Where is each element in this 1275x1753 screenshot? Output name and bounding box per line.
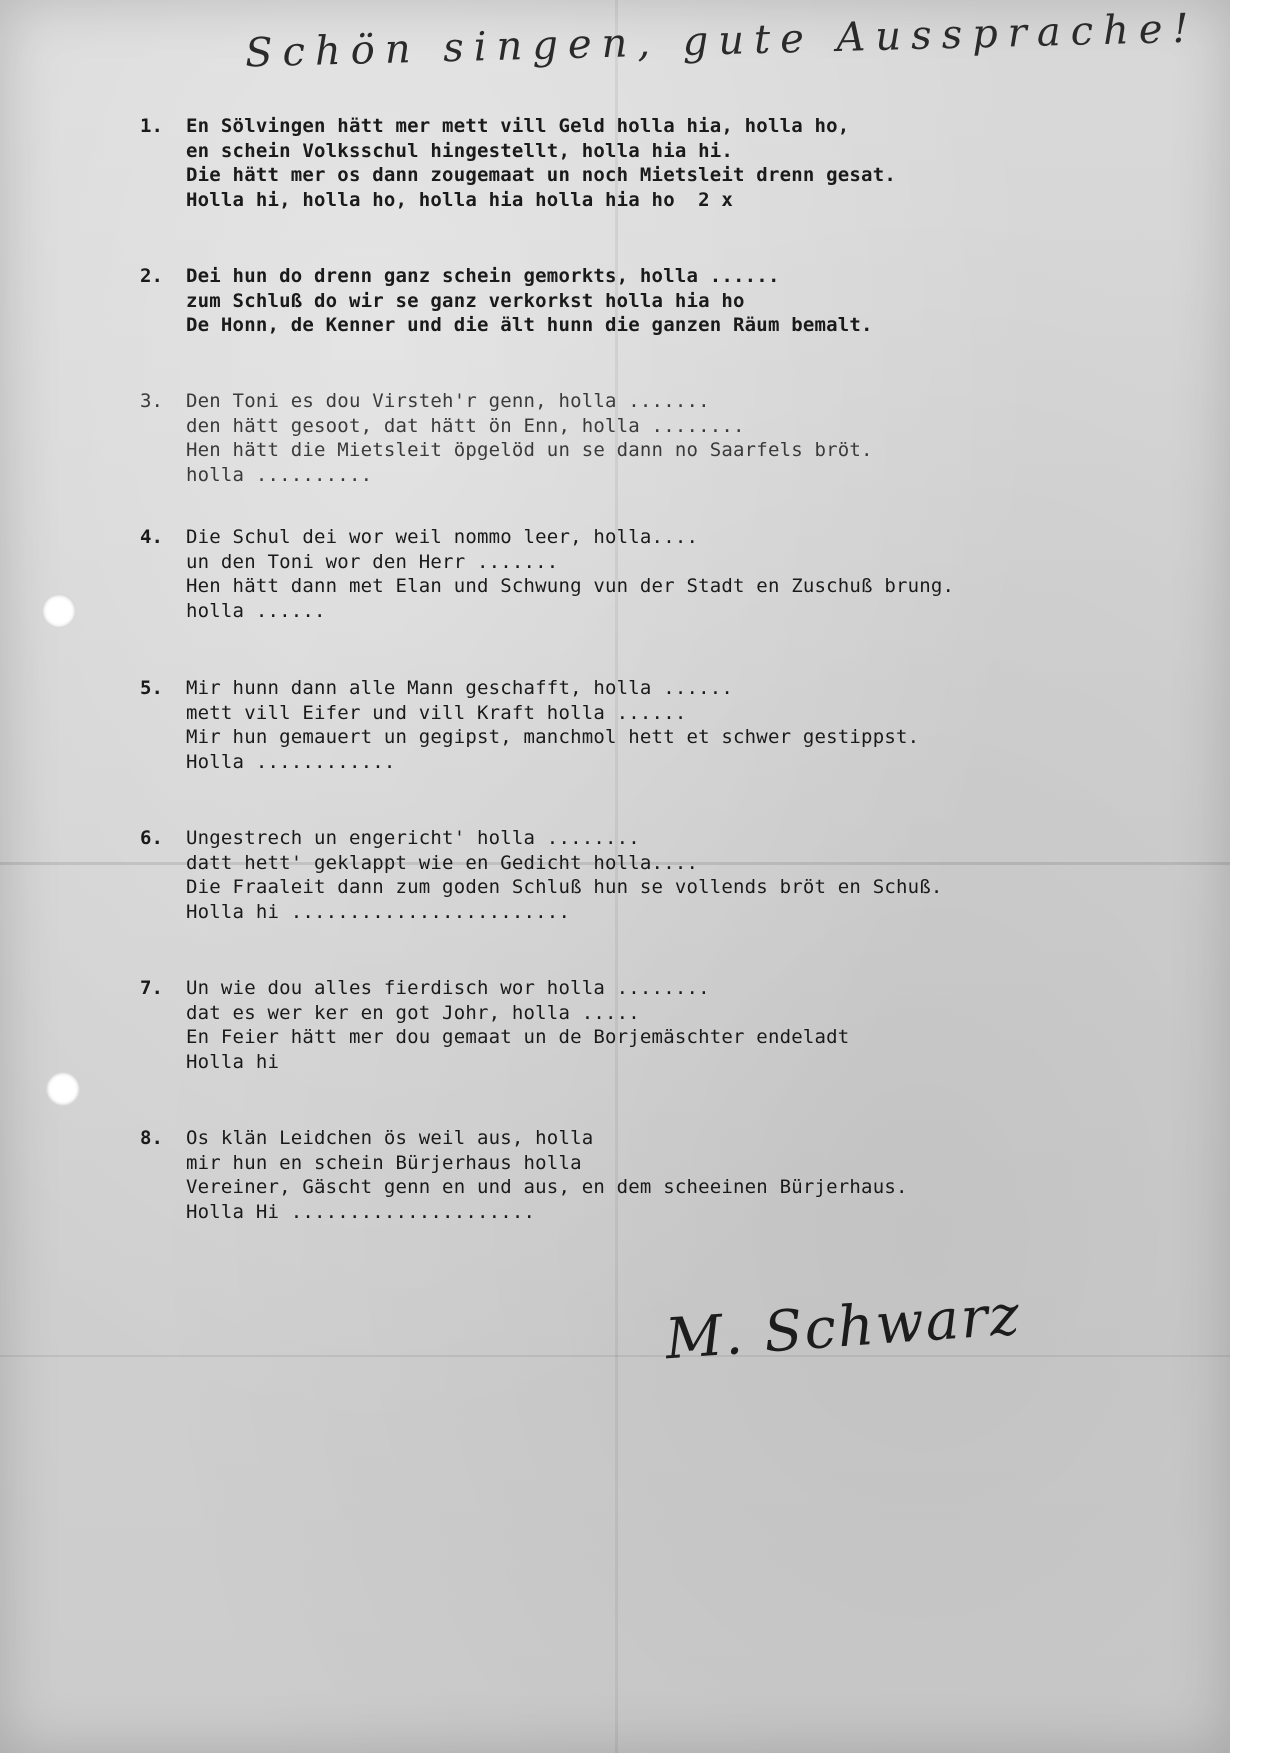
verse-6 [140,826,1220,976]
verse-line: Die Fraaleit dann zum goden Schluß hun se vollends bröt en Schuß. [186,876,943,898]
verse-line: holla .......... [186,463,373,486]
verse-line: Holla Hi ..................... [186,1200,536,1223]
verse-line: Mir hun gemauert un gegipst, manchmol hett et schwer gestippst. [186,726,920,748]
verse-number: 4. [140,526,163,548]
verse-number: 8. [140,1127,163,1149]
verse-number: 5. [140,677,163,699]
punch-hole-lower [46,1072,80,1106]
verse-7 [140,976,1220,1126]
verse-line: Ungestrech un engericht' holla ........ [186,827,640,849]
verse-2 [140,264,1220,389]
verse-line: Os klän Leidchen ös weil aus, holla [186,1127,594,1149]
verse-line: Holla hi, holla ho, holla hia holla hia ho 2 x [186,188,734,211]
verse-line: mett vill Eifer und vill Kraft holla ...... [186,701,687,724]
verse-3 [140,389,1220,525]
verse-line: De Honn, de Kenner und die ält hunn die ganzen Räum bemalt. [186,314,873,336]
verse-line: Holla ............ [186,750,396,773]
handwritten-heading: Schön singen, gute Aussprache! [244,5,1200,77]
verse-1 [140,114,1220,264]
verse-4 [140,525,1220,676]
verse-line: den hätt gesoot, dat hätt ön Enn, holla ........ [186,414,745,437]
handwritten-signature: M. Schwarz [663,1282,1024,1373]
verse-8 [140,1126,1220,1236]
verse-line: Vereiner, Gäscht genn en und aus, en dem scheeinen Bürjerhaus. [186,1176,908,1198]
verse-line: Mir hunn dann alle Mann geschafft, holla ...... [186,677,734,699]
verse-number: 6. [140,827,163,849]
verse-number: 7. [140,977,163,999]
verse-line: Holla hi [186,1050,280,1073]
verse-number: 1. [140,115,163,137]
verse-line: Die hätt mer os dann zougemaat un noch Mietsleit drenn gesat. [186,164,896,186]
verse-line: holla ...... [186,599,326,622]
verse-line: Dei hun do drenn ganz schein gemorkts, holla ...... [186,265,780,287]
verse-number: 2. [140,265,163,287]
verse-line: datt hett' geklappt wie en Gedicht holla.... [186,851,699,874]
verse-line: Holla hi ........................ [186,900,571,923]
verse-line: en schein Volksschul hingestellt, holla hia hi. [186,139,734,162]
verse-5 [140,676,1220,826]
verse-number: 3. [140,390,163,412]
verse-line: En Feier hätt mer dou gemaat un de Borjemäschter endeladt [186,1026,850,1048]
verse-line: un den Toni wor den Herr ....... [186,550,559,573]
verse-line: Die Schul dei wor weil nommo leer, holla.... [186,526,699,548]
verse-line: Den Toni es dou Virsteh'r genn, holla ....... [186,390,710,412]
punch-hole-upper [42,594,76,628]
verse-line: Hen hätt dann met Elan und Schwung vun der Stadt en Zuschuß brung. [186,575,955,597]
verse-line: Un wie dou alles fierdisch wor holla ........ [186,977,710,999]
verse-line: En Sölvingen hätt mer mett vill Geld holla hia, holla ho, [186,115,850,137]
verses-container [140,114,1220,1236]
verse-line: Hen hätt die Mietsleit öpgelöd un se dann no Saarfels bröt. [186,439,873,461]
verse-line: mir hun en schein Bürjerhaus holla [186,1151,582,1174]
verse-line: dat es wer ker en got Johr, holla ..... [186,1001,640,1024]
verse-line: zum Schluß do wir se ganz verkorkst holla hia ho [186,289,745,312]
